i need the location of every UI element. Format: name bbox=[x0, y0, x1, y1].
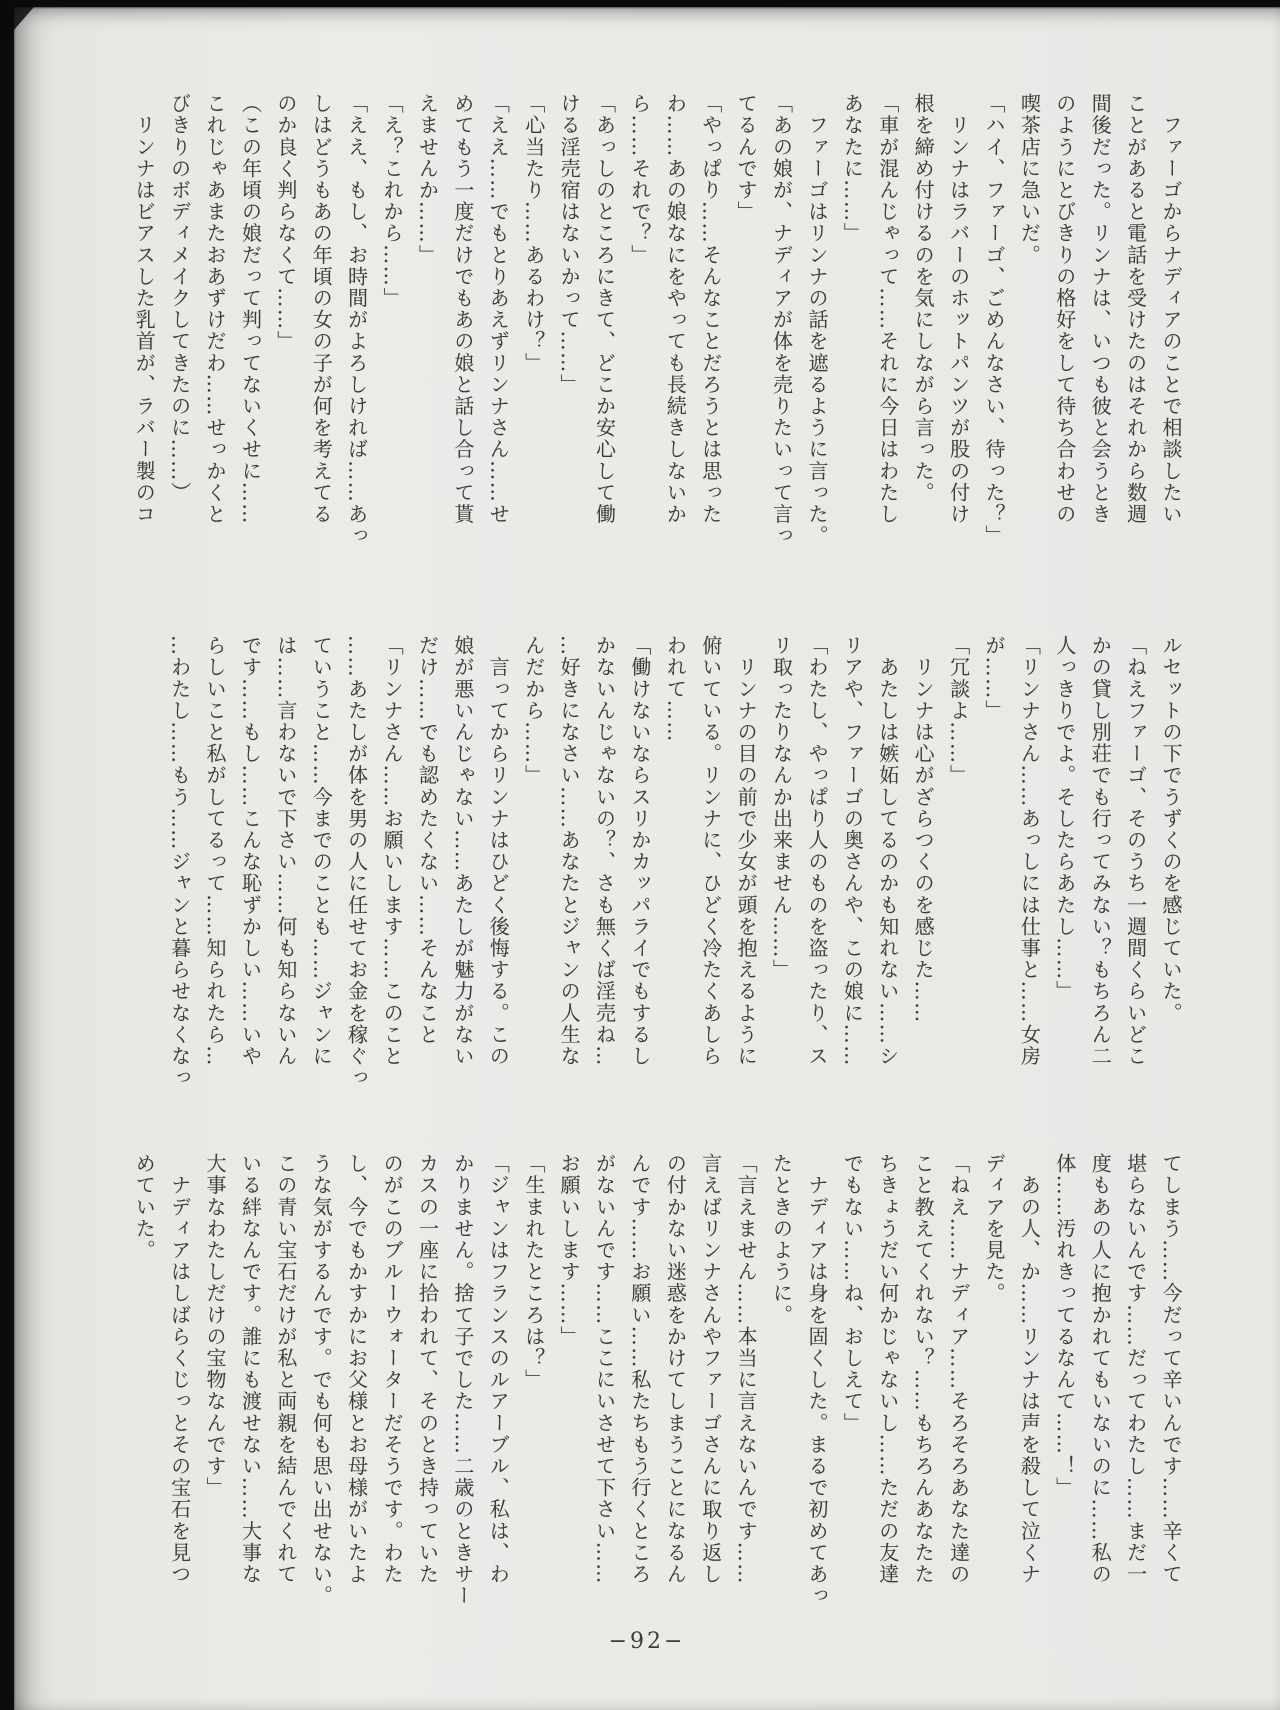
text-column: かりません。捨て子でした……二歳のときサー bbox=[450, 1153, 475, 1607]
text-column: 「働けないならスリかカッパライでもするし bbox=[627, 635, 652, 1067]
text-column: が……」 bbox=[981, 635, 1006, 722]
text-column: 「わたし、やっぱり人のものを盗ったり、ス bbox=[804, 635, 829, 1067]
text-column: めていた。 bbox=[132, 1153, 157, 1261]
text-column: ルセットの下でうずくのを感じていた。 bbox=[1159, 635, 1183, 1024]
text-column: ファーゴはリンナの話を遮るように言った。 bbox=[804, 93, 829, 547]
text-column: ける淫売宿はないかって……」 bbox=[557, 93, 582, 396]
text-column: リンナはラバーのホットパンツが股の付け bbox=[946, 93, 971, 525]
text-column: （この年頃の娘だって判ってないくせに…… bbox=[238, 93, 263, 525]
text-column: 間後だった。リンナは、いつも彼と会うとき bbox=[1088, 93, 1113, 525]
text-column: ファーゴからナディアのことで相談したい bbox=[1159, 93, 1183, 525]
text-column: し、今でもかすかにお父様とお母様がいたよ bbox=[344, 1153, 369, 1585]
text-column: ……あたしが体を男の人に任せてお金を稼ぐっ bbox=[344, 635, 369, 1089]
text-column: ら……それで？」 bbox=[627, 93, 652, 266]
text-column: いる絆なんです。誰にも渡せない……大事な bbox=[238, 1153, 263, 1585]
text-column: 「やっぱり……そんなことだろうとは思った bbox=[698, 93, 723, 525]
text-column: てるんです」 bbox=[734, 93, 759, 223]
text-column: だけ……でも認めたくない……そんなこと bbox=[415, 635, 440, 1046]
text-column: リアや、ファーゴの奥さんや、この娘に…… bbox=[840, 635, 865, 1067]
text-column: あたしは嫉妬してるのかも知れない……シ bbox=[875, 635, 900, 1067]
text-column: 「ええ……でもとりあえずリンナさん……せ bbox=[486, 93, 511, 525]
text-column: んです……お願い……私たちもう行くところ bbox=[627, 1153, 652, 1585]
text-column: のか良く判らなくて……」 bbox=[273, 93, 298, 353]
text-column: 根を締め付けるのを気にしながら言った。 bbox=[911, 93, 936, 504]
text-column: リンナは心がざらつくのを感じた…… bbox=[911, 635, 936, 1024]
text-column: 「ねえファーゴ、そのうち一週間くらいどこ bbox=[1123, 635, 1148, 1067]
text-column: …好きになさい……あなたとジャンの人生な bbox=[557, 635, 582, 1067]
text-column: リンナはビアスした乳首が、ラバー製のコ bbox=[132, 93, 157, 525]
text-column: 「ねえ……ナディア……そろそろあなた達の bbox=[946, 1153, 971, 1585]
text-band-middle bbox=[161, 635, 1188, 1121]
text-column: カスの一座に拾われて、そのとき持っていた bbox=[415, 1153, 440, 1585]
text-column: 喫茶店に急いだ。 bbox=[1017, 93, 1042, 266]
text-column: 堪らないんです……だってわたし……まだ一 bbox=[1123, 1153, 1148, 1585]
text-column: は……言わないで下さい……何も知らないん bbox=[273, 635, 298, 1067]
text-column: ちきょうだい何かじゃないし……ただの友達 bbox=[875, 1153, 900, 1585]
text-column: こと教えてくれない？……もちろんあなたた bbox=[911, 1153, 936, 1585]
text-column: のようにとびきりの格好をして待ち合わせの bbox=[1052, 93, 1077, 525]
text-column: です……もし……こんな恥ずかしい……いや bbox=[238, 635, 263, 1067]
text-column: あなたに……」 bbox=[840, 93, 865, 245]
text-column: 「ハイ、ファーゴ、ごめんなさい、待った？」 bbox=[981, 93, 1006, 547]
text-column: 「え？これから……」 bbox=[380, 93, 405, 309]
text-column: 「生まれたところは？」 bbox=[521, 1153, 546, 1391]
text-column: 「言えません……本当に言えないんです…… bbox=[734, 1153, 759, 1585]
text-column: ナディアはしばらくじっとその宝石を見つ bbox=[167, 1153, 192, 1585]
text-column: 「リンナさん……あっしには仕事と……女房 bbox=[1017, 635, 1042, 1067]
text-column: …わたし……もう……ジャンと暮らせなくなっ bbox=[167, 635, 192, 1089]
text-column: でもない……ね、おしえて」 bbox=[840, 1153, 865, 1434]
text-column: ナディアは身を固くした。まるで初めてあっ bbox=[804, 1153, 829, 1607]
text-column: らしいこと私がしてるって……知られたら… bbox=[203, 635, 228, 1067]
text-column: ことがあると電話を受けたのはそれから数週 bbox=[1123, 93, 1148, 525]
text-column: 「あっしのところにきて、どこか安心して働 bbox=[592, 93, 617, 525]
text-column: の付かない迷惑をかけてしまうことになるん bbox=[663, 1153, 688, 1585]
text-column: めてもう一度だけでもあの娘と話し合って貰 bbox=[450, 93, 475, 525]
text-column: お願いします……」 bbox=[557, 1153, 582, 1348]
text-column: 「リンナさん……お願いします……このこと bbox=[380, 635, 405, 1067]
text-column: 「ええ、もし、お時間がよろしければ……あっ bbox=[344, 93, 369, 547]
text-column: えませんか……」 bbox=[415, 93, 440, 266]
text-column: これじゃあまたおあずけだわ……せっかくと bbox=[203, 93, 228, 525]
text-band-bottom bbox=[126, 1153, 1188, 1639]
text-column: てしまう……今だって辛いんです……辛くて bbox=[1159, 1153, 1183, 1585]
text-column: 体……汚れきってるなんて……！」 bbox=[1052, 1153, 1077, 1499]
text-column: 「ジャンはフランスのルアーブル、私は、わ bbox=[486, 1153, 511, 1585]
text-column: あの人、か……リンナは声を殺して泣くナ bbox=[1017, 1153, 1042, 1585]
text-column: がないんです……ここにいさせて下さい…… bbox=[592, 1153, 617, 1585]
scan-corner-topleft bbox=[0, 0, 40, 46]
scan-edge-left bbox=[0, 0, 16, 1710]
text-column: たときのように。 bbox=[769, 1153, 794, 1326]
page-number: −92− bbox=[608, 1629, 686, 1654]
text-column: のがこのブルーウォーターだそうです。わた bbox=[380, 1153, 405, 1585]
text-column: リ取ったりなんか出来ません……」 bbox=[769, 635, 794, 981]
text-column: 「あの娘が、ナディアが体を売りたいって言っ bbox=[769, 93, 794, 547]
text-column: この青い宝石だけが私と両親を結んでくれて bbox=[273, 1153, 298, 1585]
text-column: 人っきりでよ。そしたらあたし……」 bbox=[1052, 635, 1077, 1003]
text-band-top bbox=[126, 93, 1188, 579]
text-column: 「車が混んじゃって……それに今日はわたし bbox=[875, 93, 900, 525]
text-column: 度もあの人に抱かれてもいないのに……私の bbox=[1088, 1153, 1113, 1585]
text-column: ていうこと……今までのことも……ジャンに bbox=[309, 635, 334, 1067]
text-column: かないんじゃないの？、さも無くば淫売ね… bbox=[592, 635, 617, 1067]
text-column: かの貸し別荘でも行ってみない？もちろん二 bbox=[1088, 635, 1113, 1067]
text-column: 娘が悪いんじゃない……あたしが魅力がない bbox=[450, 635, 475, 1067]
scan-edge-top bbox=[0, 0, 1280, 9]
text-column: うな気がするんです。でも何も思い出せない。 bbox=[309, 1153, 334, 1607]
text-column: 「冗談よ……」 bbox=[946, 635, 971, 787]
text-column: ディアを見た。 bbox=[981, 1153, 1006, 1305]
text-column: 俯いている。リンナに、ひどく冷たくあしら bbox=[698, 635, 723, 1067]
text-column: んだから……」 bbox=[521, 635, 546, 787]
text-column: わ……あの娘なにをやっても長続きしないか bbox=[663, 93, 688, 525]
text-column: 大事なわたしだけの宝物なんです」 bbox=[203, 1153, 228, 1499]
text-column: リンナの目の前で少女が頭を抱えるように bbox=[734, 635, 759, 1067]
text-column: びきりのボディメイクしてきたのに……） bbox=[167, 93, 192, 504]
text-column: 言ってからリンナはひどく後悔する。この bbox=[486, 635, 511, 1067]
text-column: われて…… bbox=[663, 635, 688, 743]
page-paper bbox=[14, 7, 1280, 1710]
text-column: しはどうもあの年頃の女の子が何を考えてる bbox=[309, 93, 334, 525]
text-column: 「心当たり……あるわけ？」 bbox=[521, 93, 546, 374]
text-column: 言えばリンナさんやファーゴさんに取り返し bbox=[698, 1153, 723, 1585]
